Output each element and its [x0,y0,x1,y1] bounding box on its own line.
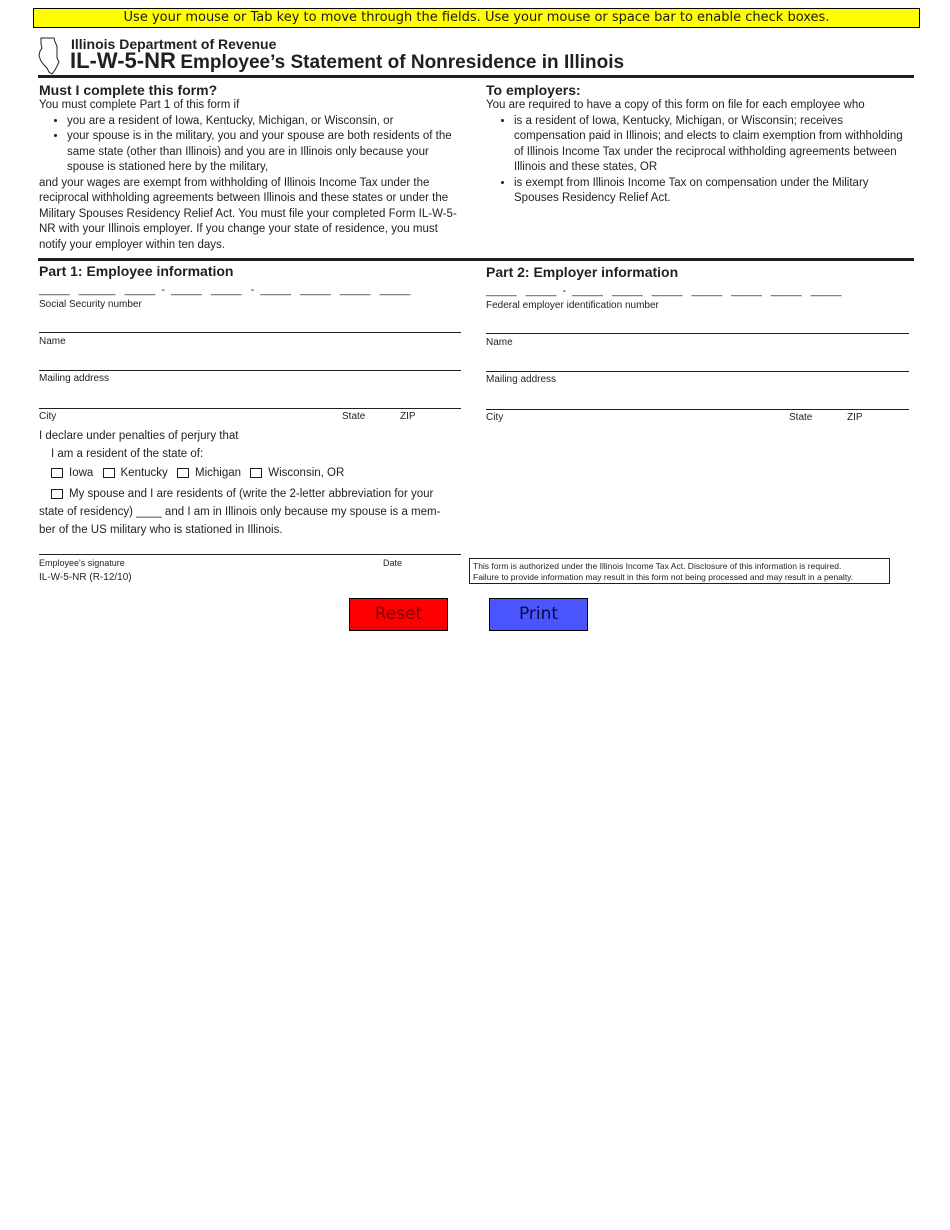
wisconsin-label: Wisconsin, OR [268,467,345,479]
employer-city-input[interactable] [486,395,909,410]
fein-label: Federal employer identification number [486,300,659,311]
spouse-text-1: My spouse and I are residents of (write the 2-letter abbreviation for your [69,488,434,500]
form-name: Employee’s Statement of Nonresidence in Illinois [180,52,625,73]
right-bullet: • is exempt from Illinois Income Tax on compensation under the Military Spouses Residency Relief Act. [514,176,904,207]
left-intro-tail: and your wages are exempt from withholding of Illinois Income Tax under the reciprocal withholding agreements between Illinois and these states or under the Military Spouses Residency Relief Act. You must file your completed Form IL-W-5-NR with your Illinois employer. If you change your state of residence, you must notify your employer within ten days. [39,176,457,251]
spouse-text-2: state of residency) ____ and I am in Illinois only because my spouse is a mem- [39,506,441,518]
part2-heading: Part 2: Employer information [486,264,679,280]
employer-zip-label: ZIP [847,412,863,423]
part1-heading: Part 1: Employee information [39,263,234,279]
instruction-banner: Use your mouse or Tab key to move through the fields. Use your mouse or space bar to enable check boxes. [33,8,920,28]
kentucky-option[interactable] [103,467,168,479]
spouse-option [39,485,469,539]
resident-of-text: I am a resident of the state of: [51,448,204,460]
wisconsin-checkbox[interactable] [250,468,262,478]
fein-input[interactable]: _____ _____ - _____ _____ _____ _____ _____ _____ _____ [486,285,842,297]
employee-city-label: City [39,411,57,422]
notice-line-1: This form is authorized under the Illinois Income Tax Act. Disclosure of this information is required. [473,561,842,571]
reset-button[interactable]: Reset [349,598,448,631]
state-checkboxes [51,466,344,482]
department-name: Illinois Department of Revenue [71,36,277,52]
iowa-label: Iowa [69,467,94,479]
right-intro-lead: You are required to have a copy of this form on file for each employee who [486,99,865,111]
illinois-map-icon [37,36,61,76]
spouse-text-3: ber of the US military who is stationed in Illinois. [39,524,283,536]
right-intro-heading: To employers: [486,82,581,98]
left-intro-heading: Must I complete this form? [39,82,218,98]
kentucky-checkbox[interactable] [103,468,115,478]
left-intro-lead: You must complete Part 1 of this form if [39,99,240,111]
left-intro-bullets [39,114,467,176]
notice-line-2: Failure to provide information may result in this form not being processed and may result in a penalty. [473,572,854,582]
right-bullet: • is a resident of Iowa, Kentucky, Michigan, or Wisconsin; receives compensation paid in Illinois; and elects to claim exemption from withholding of Illinois Income Tax under the reciprocal withholding agreements between Illinois and these states, OR [514,114,904,176]
date-label: Date [383,558,403,568]
michigan-option[interactable] [177,467,241,479]
section-rule [38,258,914,261]
michigan-label: Michigan [195,467,242,479]
kentucky-label: Kentucky [120,467,168,479]
right-intro-bullets [486,114,904,207]
left-intro [39,82,467,253]
employer-name-label: Name [486,337,513,348]
employer-address-input[interactable] [486,357,909,372]
left-bullet: • your spouse is in the military, you and your spouse are both residents of the same state (other than Illinois) and you are in Illinois only because your spouse is stationed here by the military, [67,129,467,176]
employee-name-input[interactable] [39,318,461,333]
signature-input[interactable] [39,540,461,555]
employee-name-label: Name [39,336,66,347]
employer-state-label: State [789,412,813,423]
form-revision: IL-W-5-NR (R-12/10) [39,572,132,583]
iowa-option[interactable] [51,467,93,479]
wisconsin-option[interactable] [250,467,344,479]
employee-address-input[interactable] [39,356,461,371]
employee-city-input[interactable] [39,394,461,409]
employee-state-label: State [342,411,366,422]
employer-city-label: City [486,412,504,423]
signature-label: Employee's signature [39,558,125,568]
left-bullet: • you are a resident of Iowa, Kentucky, Michigan, or Wisconsin, or [67,114,467,130]
employer-address-label: Mailing address [486,374,557,385]
iowa-checkbox[interactable] [51,468,63,478]
declaration-text: I declare under penalties of perjury that [39,430,239,442]
employee-zip-label: ZIP [400,411,416,422]
ssn-label: Social Security number [39,299,142,310]
header-rule [38,75,914,78]
employee-address-label: Mailing address [39,373,110,384]
ssn-input[interactable]: _____ ______ _____ - _____ _____ - _____ _____ _____ _____ [39,284,411,296]
print-button[interactable]: Print [489,598,588,631]
form-title [70,48,624,74]
legal-notice [469,558,890,584]
right-intro [486,82,904,207]
employer-name-input[interactable] [486,319,909,334]
michigan-checkbox[interactable] [177,468,189,478]
spouse-checkbox[interactable] [51,489,63,499]
form-number: IL-W-5-NR [70,48,176,73]
